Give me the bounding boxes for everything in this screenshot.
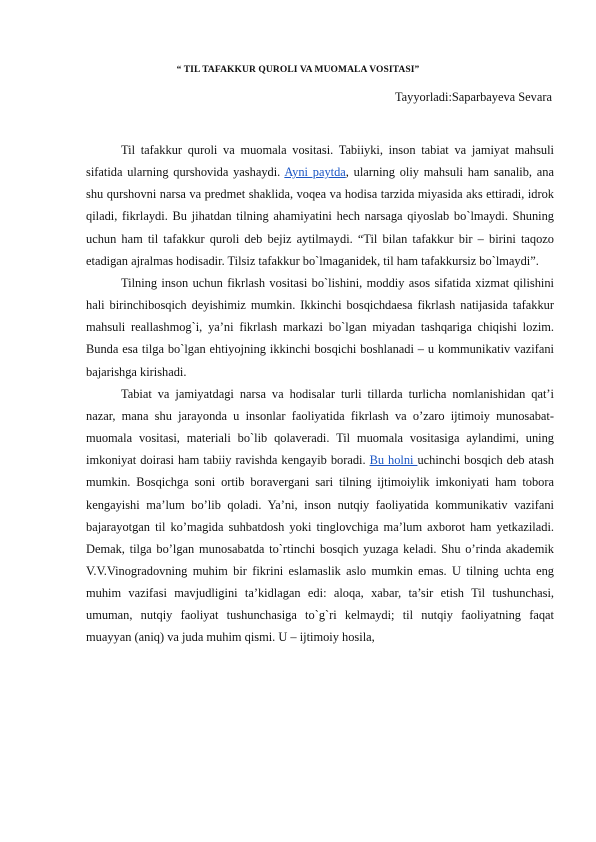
paragraph-3 (86, 383, 554, 649)
paragraph-2-text: Tilning inson uchun fikrlash vositasi bo`lishini, moddiy asos sifatida xizmat qilishini hali birinchibosqich deyishimiz mumkin. Ikkinchi bosqichdaesa fikrlash natijasida tafakkur mahsuli reallashmog`i, ya’ni fikrlash markazi bo`lgan miyadan tashqariga chiqishi lozim. Bunda esa tilga bo`lgan ehtiyojning ikkinchi bosqichi boshlanadi – u kommunikativ vazifani bajarishga kirishadi. (86, 275, 554, 379)
paragraph-3-text-end: uchinchi bosqich deb atash mumkin. Bosqichga soni ortib boravergani sari tilning ijtimoiylik imkoniyati ham tobora kengayishi ma’lum bo’lib qoladi. Ya’ni, inson nutqiy faoliyatida kommunikativ vazifani bajarayotgan til ko’magida suhbatdosh yoki tinglovchiga ma’lum axborot ham yetkaziladi. Demak, tilga bo’lgan munosabatda to`rtinchi bosqich yuzaga keladi. Shu o’rinda akademik V.V.Vinogradovning muhim bir fikrini eslamaslik aslo mumkin emas. U tilning uchta eng muhim vazifasi mavjudligini ta’kidlagan edi: aloqa, xabar, ta’sir etish Til tushunchasi, umuman, nutqiy faoliyat tushunchasiga to`g`ri kelmaydi; til nutqiy faoliyatning faqat muayyan (aniq) va juda muhim qismi. U – ijtimoiy hosila, (86, 453, 554, 645)
paragraph-2 (86, 272, 554, 383)
paragraph-1-text-start: Til tafakkur quroli va muomala vositasi. Tabiiyki, inson tabiat va jamiyat mahsuli sifatida ularning qurshovida yashaydi. (86, 143, 554, 180)
inline-link-ayni-paytda[interactable]: Ayni paytda (284, 165, 346, 180)
paragraph-3-text-start: Tabiat va jamiyatdagi narsa va hodisalar turli tillarda turlicha nomlanishidan qat’i nazar, mana shu jarayonda u insonlar faoliyatida fikrlash va o’zaro ijtimoiy munosabat- muomala vositasi, materiali bo`lib qolaveradi. Til muomala vositasiga aylandimi, uning imkoniyat doirasi ham tabiiy ravishda kengayib boradi. (86, 386, 554, 468)
inline-link-bu-holni[interactable]: Bu holni (369, 453, 418, 468)
document-body (86, 139, 554, 649)
paragraph-1 (86, 139, 554, 272)
paragraph-1-text-end: , ularning oliy mahsuli ham sanalib, ana shu qurshovni narsa va predmet shaklida, voqea va hodisa tarzida miyasida aks ettiradi, idrok qiladi, fikrlaydi. Bu jihatdan tilning ahamiyatini hech narsaga qiyoslab bo`lmaydi. Shuning uchun ham til tafakkur quroli deb bejiz aytilmaydi. “Til bilan tafakkur bir – birini taqozo etadigan ajralmas hodisadir. Tilsiz tafakkur bo`lmaganidek, til ham tafakkursiz bo`lmaydi”. (86, 165, 554, 268)
document-title: “ TIL TAFAKKUR QUROLI VA MUOMALA VOSITASI” (176, 65, 420, 75)
author-line: Tayyorladi:Saparbayeva Sevara (394, 90, 552, 104)
